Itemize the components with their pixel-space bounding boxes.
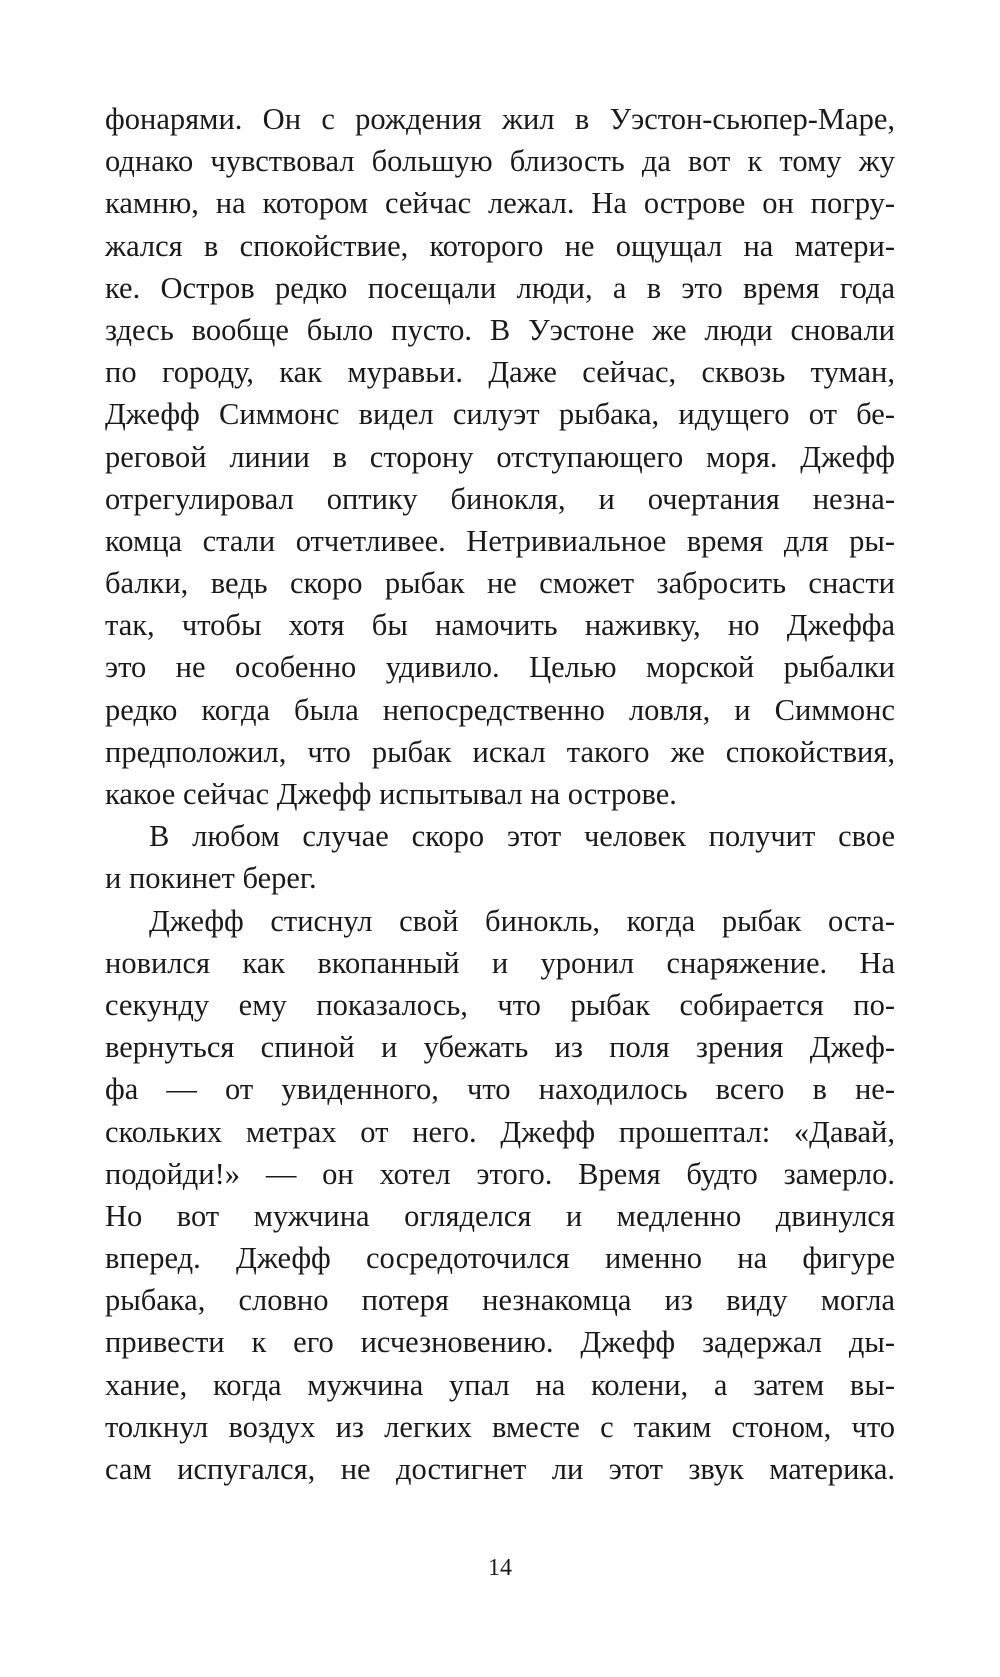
text-line: так, чтобы хотя бы намочить наживку, но Джеффа (105, 608, 895, 643)
text-line: привести к его исчезновению. Джефф задержал ды- (105, 1325, 895, 1360)
text-line: подойди!» — он хотел этого. Время будто замерло. (105, 1156, 895, 1191)
text-line: реговой линии в сторону отступающего моря. Джефф (105, 439, 895, 474)
text-line: новился как вкопанный и уронил снаряжение. На (105, 945, 895, 980)
text-line: балки, ведь скоро рыбак не сможет забросить снасти (105, 566, 895, 601)
text-line: фа — от увиденного, что находилось всего в не- (105, 1072, 895, 1107)
text-line: вернуться спиной и убежать из поля зрения Джеф- (105, 1030, 895, 1065)
text-line: и покинет берег. (105, 861, 317, 896)
text-line: какое сейчас Джефф испытывал на острове. (105, 777, 677, 811)
text-line: это не особенно удивило. Целью морской рыбалки (105, 650, 895, 685)
text-line: скольких метрах от него. Джефф прошептал: «Давай, (105, 1114, 895, 1149)
text-line: сам испугался, не достигнет ли этот звук материка. (105, 1452, 895, 1486)
text-line: ке. Остров редко посещали люди, а в это время года (105, 270, 895, 305)
text-line: предположил, что рыбак искал такого же спокойствия, (105, 734, 895, 769)
text-line: жался в спокойствие, которого не ощущал на матери- (105, 228, 895, 263)
text-line: комца стали отчетливее. Нетривиальное время для ры- (105, 523, 895, 558)
text-line: однако чувствовал большую близость да вот к тому жу (105, 144, 895, 179)
text-line: хание, когда мужчина упал на колени, а затем вы- (105, 1367, 895, 1402)
text-line: вперед. Джефф сосредоточился именно на фигуре (105, 1241, 895, 1276)
text-line: фонарями. Он с рождения жил в Уэстон-сьюпер-Маре, (105, 102, 895, 136)
text-line: толкнул воздух из легких вместе с таким стоном, что (105, 1409, 895, 1444)
page-number: 14 (488, 1555, 512, 1581)
text-line: по городу, как муравьи. Даже сейчас, сквозь туман, (105, 355, 895, 390)
text-line: редко когда была непосредственно ловля, и Симмонс (105, 692, 895, 727)
text-line: здесь вообще было пусто. В Уэстоне же люди сновали (105, 312, 895, 347)
text-line: камню, на котором сейчас лежал. На острове он погру- (105, 186, 895, 221)
body-text (105, 98, 895, 1490)
text-line: Джефф Симмонс видел силуэт рыбака, идущего от бе- (105, 397, 895, 432)
text-line: секунду ему показалось, что рыбак собирается по- (105, 987, 895, 1022)
text-line: Но вот мужчина огляделся и медленно двинулся (105, 1198, 895, 1233)
text-line: В любом случае скоро этот человек получит свое (149, 819, 895, 854)
text-line: отрегулировал оптику бинокля, и очертания незна- (105, 481, 895, 516)
text-line: рыбака, словно потеря незнакомца из виду могла (105, 1283, 895, 1318)
text-line: Джефф стиснул свой бинокль, когда рыбак оста- (149, 903, 895, 938)
